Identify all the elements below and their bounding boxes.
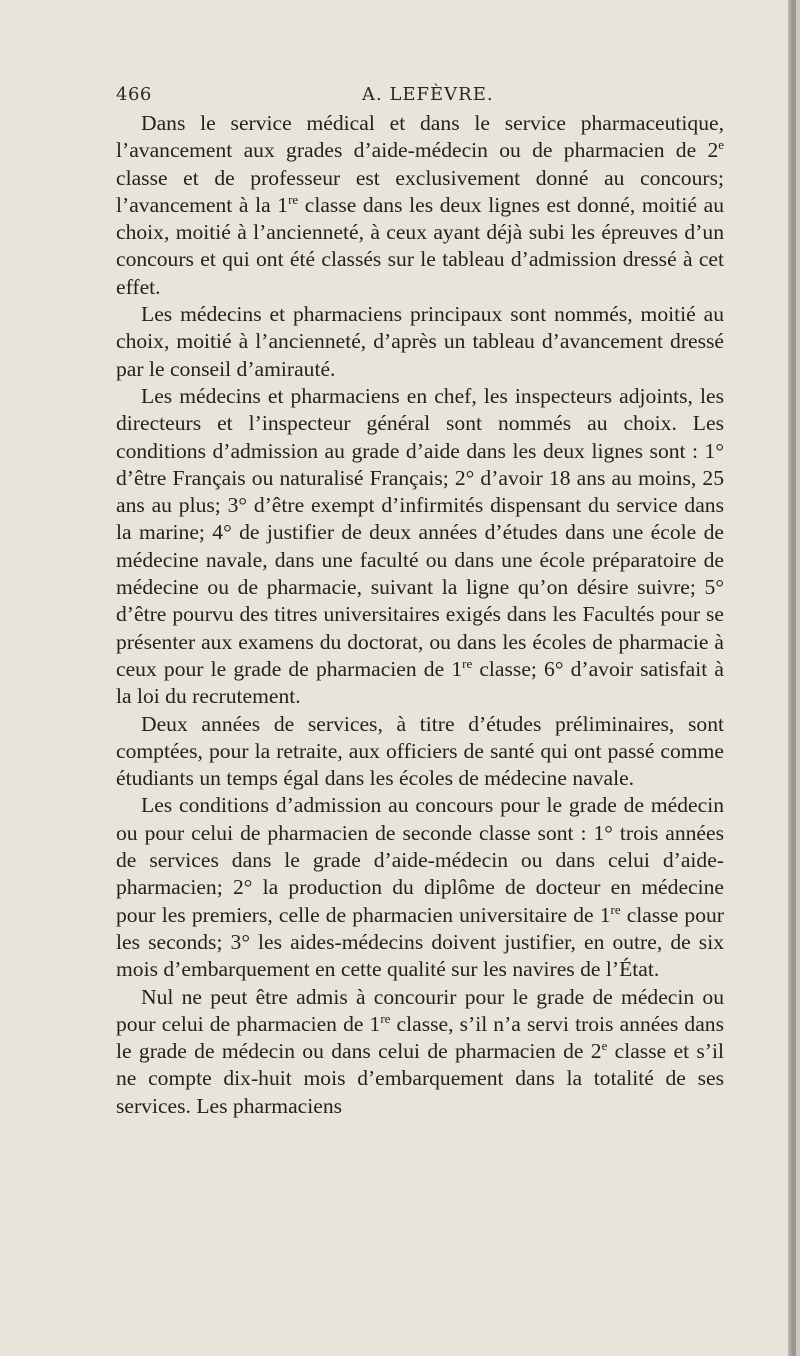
running-head: A. LEFÈVRE. — [362, 84, 494, 105]
body-text — [116, 110, 724, 1120]
paragraph: Nul ne peut être admis à concourir pour le grade de médecin ou pour celui de pharmacien de 1re classe, s’il n’a servi trois années dans le grade de médecin ou dans celui de pharmacien de 2e classe et s’il ne compte dix-huit mois d’embarquement dans la totalité de ses services. Les pharmaciens — [116, 984, 725, 1118]
paragraph: Deux années de services, à titre d’études préliminaires, sont comptées, pour la retraite, aux officiers de santé qui ont passé comme étudiants un temps égal dans les écoles de médecine navale. — [116, 711, 724, 791]
page-edge-shadow — [788, 0, 794, 1356]
page-number: 466 — [116, 84, 152, 105]
paragraph: Les médecins et pharmaciens principaux sont nommés, moitié au choix, moitié à l’ancienneté, d’après un tableau d’avancement dressé par le conseil d’amirauté. — [116, 302, 724, 381]
paragraph: Les médecins et pharmaciens en chef, les inspecteurs adjoints, les directeurs et l’inspecteur général sont nommés au choix. Les conditions d’admission au grade d’aide dans les deux lignes sont : 1° d’être Français ou naturalisé Français; 2° d’avoir 18 ans au moins, 25 ans au plus; 3° d’être exempt d’infirmités dispensant du service dans la marine; 4° de justifier de deux années d’études dans une école de médecine navale, dans une faculté ou dans une école préparatoire de médecine ou de pharmacie, suivant la ligne qu’on désire suivre; 5° d’être pourvu des titres universitaires exigés dans les Facultés pour se présenter aux examens du doctorat, ou dans les écoles de pharmacie à ceux pour le grade de pharmacien de 1re classe; 6° d’avoir satisfait à la loi du recrutement. — [116, 383, 724, 709]
paragraph: Dans le service médical et dans le service pharmaceutique, l’avancement aux grades d’aide-médecin ou de pharmacien de 2e classe et de professeur est exclusivement donné au concours; l’avancement à la 1re classe dans les deux lignes est donné, moitié au choix, moitié à l’ancienneté, à ceux ayant déjà subi les épreuves d’un concours et qui ont été classés sur le tableau d’admission dressé à cet effet. — [116, 111, 724, 299]
paragraph: Les conditions d’admission au concours pour le grade de médecin ou pour celui de pharmacien de seconde classe sont : 1° trois années de services dans le grade d’aide-médecin ou dans celui d’aide-pharmacien; 2° la production du diplôme de docteur en médecine pour les premiers, celle de pharmacien universitaire de 1re classe pour les seconds; 3° les aides-médecins doivent justifier, en outre, de six mois d’embarquement en cette qualité sur les navires de l’État. — [116, 793, 724, 982]
page-header — [116, 84, 636, 110]
